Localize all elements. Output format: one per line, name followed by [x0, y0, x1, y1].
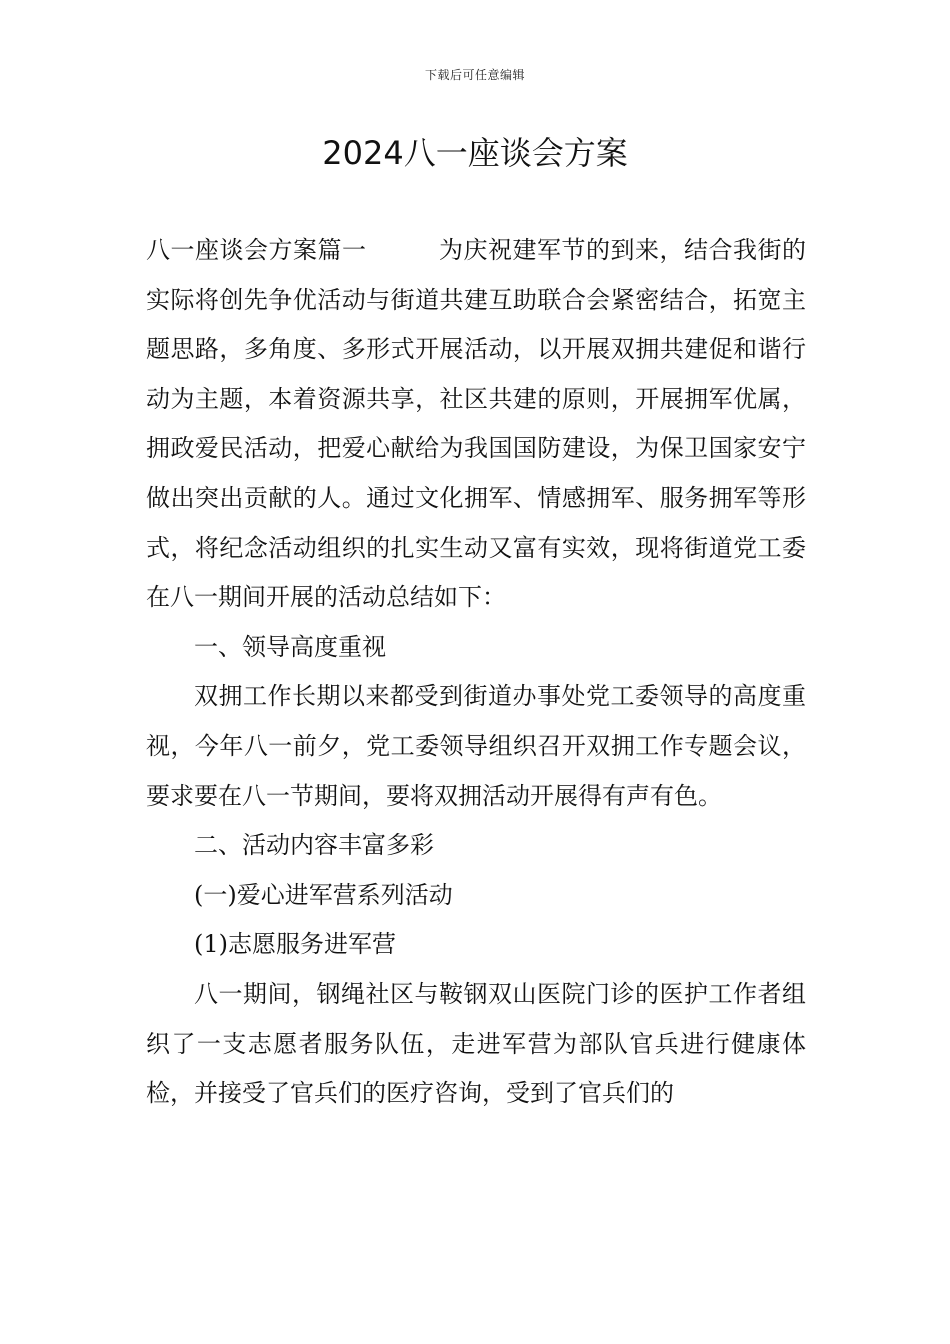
section-heading-2: 二、活动内容丰富多彩 — [194, 831, 434, 860]
section-heading-1: 一、领导高度重视 — [194, 632, 386, 661]
paragraph-volunteer-service: 八一期间，钢绳社区与鞍钢双山医院门诊的医护工作者组织了一支志愿者服务队伍，走进军营为部队官兵进行健康体检，并接受了官兵们的医疗咨询，受到了官兵们的 — [146, 979, 806, 1108]
intro-paragraph — [146, 226, 806, 623]
document-title: 2024八一座谈会方案 — [322, 134, 628, 172]
intro-heading: 八一座谈会方案篇一 — [146, 236, 367, 264]
subsection-heading-1: (一)爱心进军营系列活动 — [194, 880, 453, 909]
paragraph-leadership: 双拥工作长期以来都受到街道办事处党工委领导的高度重视，今年八一前夕，党工委领导组织召开双拥工作专题会议，要求要在八一节期间，要将双拥活动开展得有声有色。 — [146, 682, 806, 810]
item-heading-1: (1)志愿服务进军营 — [194, 930, 396, 959]
document-body — [146, 226, 806, 1119]
intro-text: 为庆祝建军节的到来，结合我街的实际将创先争优活动与街道共建互助联合会紧密结合，拓宽主题思路，多角度、多形式开展活动，以开展双拥共建促和谐行动为主题，本着资源共享，社区共建的原则，开展拥军优属，拥政爱民活动，把爱心献给为我国国防建设，为保卫国家安宁做出突出贡献的人。通过文化拥军、情感拥军、服务拥军等形式，将纪念活动组织的扎实生动又富有实效，现将街道党工委在八一期间开展的活动总结如下： — [146, 236, 806, 612]
header-note: 下载后可任意编辑 — [424, 68, 525, 82]
